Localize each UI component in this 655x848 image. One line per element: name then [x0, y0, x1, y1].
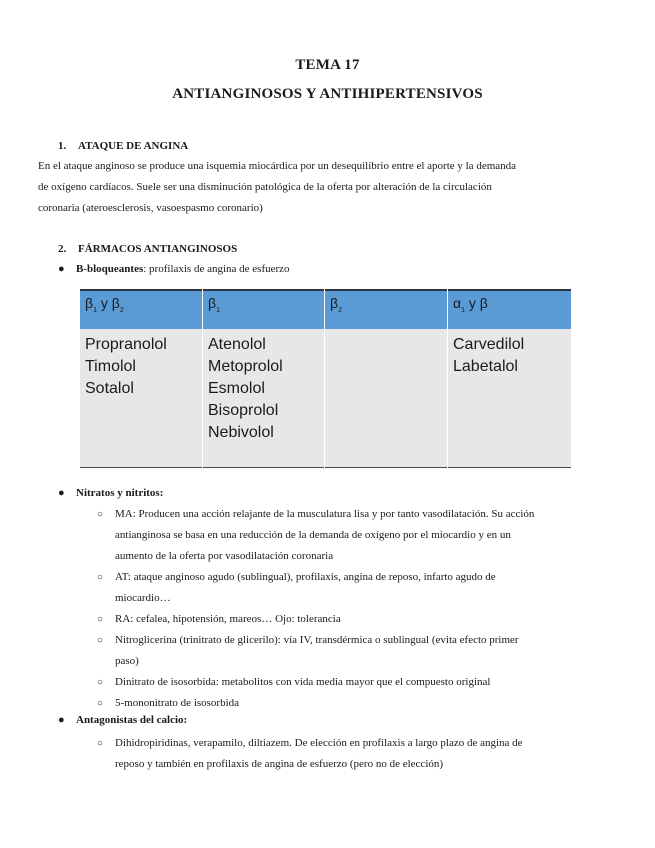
bullet-icon: ● — [58, 487, 65, 499]
drug-name: Timolol — [85, 358, 136, 375]
table-header-cell: $\alpha_1$ y β — [453, 295, 488, 314]
circle-bullet-icon: ○ — [97, 738, 104, 749]
drug-name: Bisoprolol — [208, 402, 279, 419]
sub-bullet-line: AT: ataque anginoso agudo (sublingual), profilaxis, angina de reposo, infarto agudo de — [115, 571, 496, 583]
section-number: 2. — [58, 243, 67, 255]
table-header-cell: $\beta_1$ y $\beta_2$ — [85, 295, 124, 314]
drug-name: Metoprolol — [208, 358, 283, 375]
sub-bullet-line: 5-mononitrato de isosorbida — [115, 697, 240, 709]
bullet-text: : profilaxis de angina de esfuerzo — [143, 263, 290, 275]
drug-name: Nebivolol — [208, 424, 274, 441]
table-column — [80, 289, 202, 469]
table-header-cell: $\beta_1$ — [208, 295, 220, 314]
sub-bullet-line: miocardio… — [115, 592, 171, 604]
bullet-icon: ● — [58, 263, 65, 275]
paragraph-line: En el ataque anginoso se produce una isquemia miocárdica por un desequilibrio entre el aporte y la demanda — [38, 160, 517, 172]
bullet-bold-label: Nitratos y nitritos: — [76, 487, 164, 499]
sub-bullet-line: RA: cefalea, hipotensión, mareos… Ojo: tolerancia — [115, 613, 341, 625]
section-2-heading — [58, 243, 237, 255]
table-column — [325, 289, 447, 469]
circle-bullet-icon: ○ — [97, 677, 104, 688]
circle-bullet-icon: ○ — [97, 635, 104, 646]
beta-blockers-table — [80, 289, 571, 469]
sub-bullet-line: antianginosa se basa en una reducción de la demanda de oxígeno por el miocardio y en un — [115, 529, 511, 541]
page-subtitle: ANTIANGINOSOS Y ANTIHIPERTENSIVOS — [172, 86, 483, 102]
bullet-icon: ● — [58, 714, 65, 726]
sub-bullet-line: MA: Producen una acción relajante de la musculatura lisa y por tanto vasodilatación. Su acción — [115, 508, 535, 520]
table-header-cell: $\beta_2$ — [330, 295, 342, 314]
section-1-heading — [58, 140, 188, 152]
drug-name: Sotalol — [85, 380, 134, 397]
circle-bullet-icon: ○ — [97, 572, 104, 583]
drug-name: Carvedilol — [453, 336, 525, 353]
drug-name: Propranolol — [85, 336, 167, 353]
section-title: FÁRMACOS ANTIANGINOSOS — [78, 243, 238, 255]
sub-bullet-line: aumento de la oferta por vasodilatación coronaria — [115, 550, 334, 562]
table-column — [448, 289, 571, 469]
drug-name: Atenolol — [208, 336, 266, 353]
section-1-paragraph — [38, 156, 618, 219]
circle-bullet-icon: ○ — [97, 509, 104, 520]
drug-name: Labetalol — [453, 358, 518, 375]
circle-bullet-icon: ○ — [97, 614, 104, 625]
sub-bullet-line: Dinitrato de isosorbida: metabolitos con vida media mayor que el compuesto original — [115, 676, 491, 688]
table-cell — [85, 334, 167, 400]
paragraph-line: coronaria (ateroesclerosis, vasoespasmo coronario) — [38, 202, 263, 214]
sub-bullet-line: Dihidropiridinas, verapamilo, diltiazem. De elección en profilaxis a largo plazo de angina de — [115, 737, 523, 749]
paragraph-line: de oxígeno cardíacos. Suele ser una disminución patológica de la oferta por alteración de la circulación — [38, 181, 492, 193]
section-title: ATAQUE DE ANGINA — [78, 140, 189, 152]
sub-bullet-line: reposo y también en profilaxis de angina de esfuerzo (pero no de elección) — [115, 758, 444, 770]
sub-bullet-line: paso) — [115, 655, 139, 667]
table-cell — [208, 334, 283, 444]
table-cell — [453, 334, 524, 378]
drug-name: Esmolol — [208, 380, 265, 397]
circle-bullet-icon: ○ — [97, 698, 104, 709]
bullet-bold-label: B-bloqueantes — [76, 263, 144, 275]
bullet-bold-label: Antagonistas del calcio: — [76, 714, 188, 726]
table-column — [203, 289, 324, 469]
page-title: TEMA 17 — [295, 57, 360, 73]
section-number: 1. — [58, 140, 67, 152]
sub-bullet-line: Nitroglicerina (trinitrato de glicerilo): vía IV, transdérmica o sublingual (evita efecto primer — [115, 634, 519, 646]
